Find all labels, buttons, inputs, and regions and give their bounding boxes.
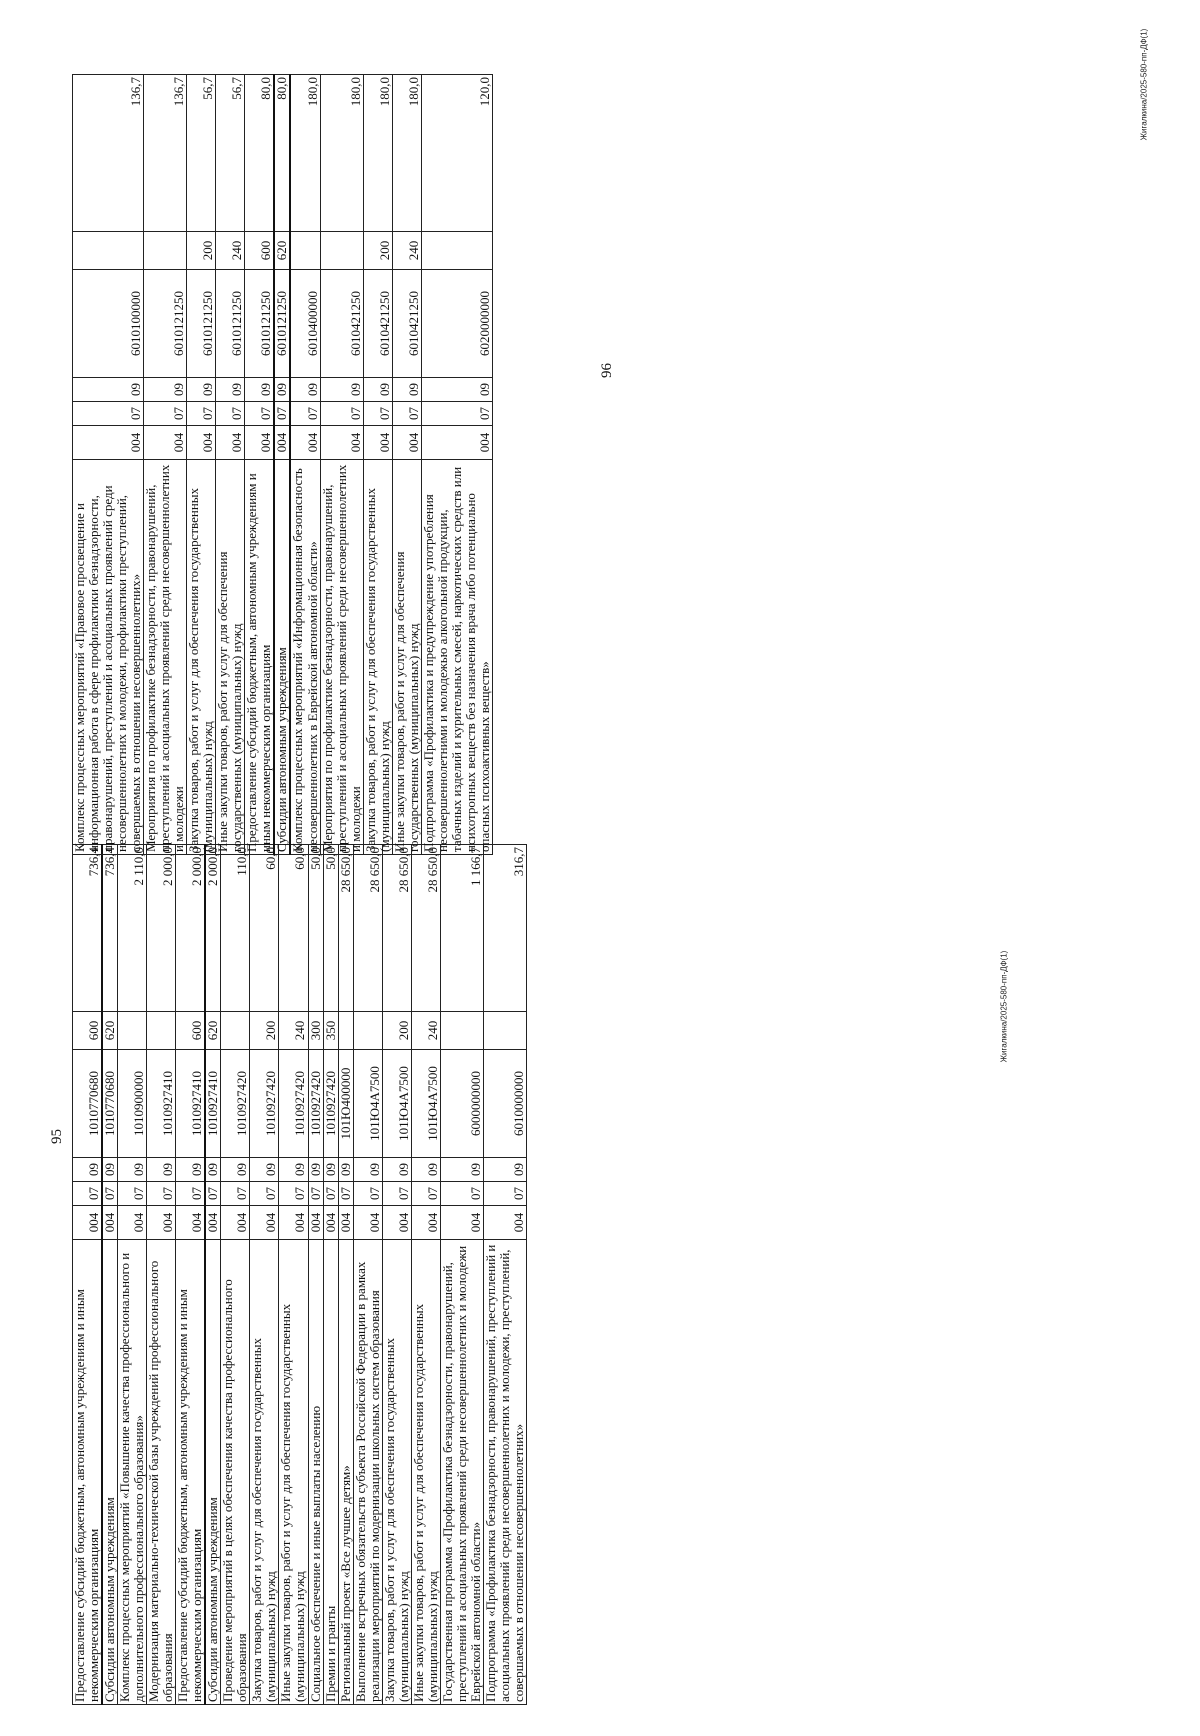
target-article-cell: 101Ю4А7500: [353, 1050, 382, 1158]
expense-type-cell: [144, 232, 187, 270]
table-row: [147, 845, 176, 1705]
amount-cell: 120,0: [421, 75, 492, 232]
ministry-code-cell: 004: [290, 426, 320, 460]
subsection-code-cell: 09: [73, 1158, 103, 1182]
table-row: [440, 845, 483, 1705]
subsection-code-cell: 09: [382, 1158, 411, 1182]
table-row: [353, 845, 382, 1705]
amount-cell: 60,0: [250, 845, 279, 1012]
row-name-cell: Предоставление субсидий бюджетным, автономным учреждениям и иным некоммерческим организациям: [245, 460, 275, 855]
ministry-code-cell: 004: [338, 1206, 353, 1240]
table-row: [176, 845, 206, 1705]
target-article-cell: 6010121250: [187, 270, 216, 378]
subsection-code-cell: 09: [250, 1158, 279, 1182]
table-row: [290, 75, 320, 855]
section-code-cell: 07: [363, 402, 392, 426]
ministry-code-cell: 004: [73, 1206, 103, 1240]
amount-cell: 50,0: [323, 845, 338, 1012]
subsection-code-cell: 09: [216, 378, 245, 402]
subsection-code-cell: 09: [392, 378, 421, 402]
expense-type-cell: 620: [205, 1012, 221, 1050]
amount-cell: 28 650,0: [338, 845, 353, 1012]
section-code-cell: 07: [411, 1182, 440, 1206]
target-article-cell: 1010900000: [118, 1050, 147, 1158]
amount-cell: 136,7: [73, 75, 144, 232]
section-code-cell: 07: [353, 1182, 382, 1206]
expense-type-cell: 350: [323, 1012, 338, 1050]
footer-stamp-96: Жигалкина/2025-580-пп-ДФ(1): [1139, 28, 1149, 141]
section-code-cell: 07: [320, 402, 363, 426]
subsection-code-cell: 09: [102, 1158, 118, 1182]
expense-type-cell: 240: [216, 232, 245, 270]
table-row: [320, 75, 363, 855]
amount-cell: 80,0: [274, 75, 290, 232]
page-number-95: 95: [49, 1129, 65, 1144]
row-name-cell: Иные закупки товаров, работ и услуг для обеспечения государственных (муниципальных) нужд: [392, 460, 421, 855]
section-code-cell: 07: [176, 1182, 206, 1206]
amount-cell: 736,4: [73, 845, 103, 1012]
amount-cell: 80,0: [245, 75, 275, 232]
row-name-cell: Комплекс процессных мероприятий «Информационная безопасность несовершеннолетних в Еврейской автономной области»: [290, 460, 320, 855]
section-code-cell: 07: [392, 402, 421, 426]
target-article-cell: 1010927410: [176, 1050, 206, 1158]
subsection-code-cell: 09: [363, 378, 392, 402]
expense-type-cell: 200: [187, 232, 216, 270]
table-row: [308, 845, 323, 1705]
expense-type-cell: 600: [73, 1012, 103, 1050]
expense-type-cell: [147, 1012, 176, 1050]
target-article-cell: 1010927420: [323, 1050, 338, 1158]
amount-cell: 2 000,0: [147, 845, 176, 1012]
page-96-table-container: [72, 74, 493, 855]
subsection-code-cell: 09: [176, 1158, 206, 1182]
subsection-code-cell: 09: [323, 1158, 338, 1182]
section-code-cell: 07: [323, 1182, 338, 1206]
ministry-code-cell: 004: [118, 1206, 147, 1240]
amount-cell: 50,0: [308, 845, 323, 1012]
section-code-cell: 07: [73, 402, 144, 426]
expense-type-cell: 600: [176, 1012, 206, 1050]
ministry-code-cell: 004: [353, 1206, 382, 1240]
section-code-cell: 07: [147, 1182, 176, 1206]
target-article-cell: 6020000000: [421, 270, 492, 378]
target-article-cell: 1010770680: [102, 1050, 118, 1158]
table-row: [144, 75, 187, 855]
subsection-code-cell: 09: [290, 378, 320, 402]
target-article-cell: 101Ю400000: [338, 1050, 353, 1158]
table-row: [421, 75, 492, 855]
ministry-code-cell: 004: [221, 1206, 250, 1240]
amount-cell: 2 000,0: [205, 845, 221, 1012]
table-row: [245, 75, 275, 855]
row-name-cell: Региональный проект «Все лучшее детям»: [338, 1240, 353, 1705]
table-row: [205, 845, 221, 1705]
row-name-cell: Иные закупки товаров, работ и услуг для обеспечения государственных (муниципальных) нужд: [411, 1240, 440, 1705]
ministry-code-cell: 004: [245, 426, 275, 460]
row-name-cell: Субсидии автономным учреждениям: [205, 1240, 221, 1705]
row-name-cell: Иные закупки товаров, работ и услуг для обеспечения государственных (муниципальных) нужд: [216, 460, 245, 855]
section-code-cell: 07: [205, 1182, 221, 1206]
section-code-cell: 07: [483, 1182, 526, 1206]
table-row: [216, 75, 245, 855]
target-article-cell: 1010927410: [147, 1050, 176, 1158]
table-row: [411, 845, 440, 1705]
row-name-cell: Закупка товаров, работ и услуг для обеспечения государственных (муниципальных) нужд: [250, 1240, 279, 1705]
section-code-cell: 07: [274, 402, 290, 426]
expense-type-cell: 200: [382, 1012, 411, 1050]
target-article-cell: 1010927410: [205, 1050, 221, 1158]
row-name-cell: Предоставление субсидий бюджетным, автономным учреждениям и иным некоммерческим организациям: [176, 1240, 206, 1705]
target-article-cell: 6010100000: [73, 270, 144, 378]
subsection-code-cell: 09: [320, 378, 363, 402]
target-article-cell: 6010400000: [290, 270, 320, 378]
subsection-code-cell: 09: [483, 1158, 526, 1182]
amount-cell: 180,0: [290, 75, 320, 232]
row-name-cell: Закупка товаров, работ и услуг для обеспечения государственных (муниципальных) нужд: [382, 1240, 411, 1705]
expense-type-cell: 240: [392, 232, 421, 270]
footer-stamp-95: Жигалкина/2025-580-пп-ДФ(1): [999, 950, 1009, 1063]
section-code-cell: 07: [308, 1182, 323, 1206]
subsection-code-cell: 09: [245, 378, 275, 402]
target-article-cell: 6010121250: [245, 270, 275, 378]
ministry-code-cell: 004: [320, 426, 363, 460]
section-code-cell: 07: [250, 1182, 279, 1206]
ministry-code-cell: 004: [176, 1206, 206, 1240]
expense-type-cell: [290, 232, 320, 270]
amount-cell: 110,0: [221, 845, 250, 1012]
row-name-cell: Закупка товаров, работ и услуг для обеспечения государственных (муниципальных) нужд: [363, 460, 392, 855]
expense-type-cell: 240: [411, 1012, 440, 1050]
table-row: [73, 845, 103, 1705]
budget-table-95: [72, 844, 527, 1705]
ministry-code-cell: 004: [147, 1206, 176, 1240]
table-row: [323, 845, 338, 1705]
subsection-code-cell: 09: [205, 1158, 221, 1182]
amount-cell: 60,0: [279, 845, 308, 1012]
row-name-cell: Выполнение встречных обязательств субъекта Российской Федерации в рамках реализации мероприятий по модернизации школьных систем образования: [353, 1240, 382, 1705]
subsection-code-cell: 09: [147, 1158, 176, 1182]
target-article-cell: 6010121250: [216, 270, 245, 378]
target-article-cell: 6010000000: [483, 1050, 526, 1158]
section-code-cell: 07: [221, 1182, 250, 1206]
budget-table-96: [72, 74, 493, 855]
expense-type-cell: [421, 232, 492, 270]
page-number-96: 96: [599, 363, 615, 378]
row-name-cell: Мероприятия по профилактике безнадзорности, правонарушений, преступлений и асоциальных проявлений среди несовершеннолетних и молодежи: [144, 460, 187, 855]
section-code-cell: 07: [144, 402, 187, 426]
expense-type-cell: 620: [274, 232, 290, 270]
target-article-cell: 6010421250: [363, 270, 392, 378]
ministry-code-cell: 004: [73, 426, 144, 460]
row-name-cell: Государственная программа «Профилактика безнадзорности, правонарушений, преступлений и асоциальных проявлений среди несовершеннолетних и молодежи Еврейской автономной области»: [440, 1240, 483, 1705]
target-article-cell: 1010927420: [279, 1050, 308, 1158]
expense-type-cell: [440, 1012, 483, 1050]
section-code-cell: 07: [440, 1182, 483, 1206]
target-article-cell: 1010927420: [308, 1050, 323, 1158]
row-name-cell: Иные закупки товаров, работ и услуг для обеспечения государственных (муниципальных) нужд: [279, 1240, 308, 1705]
target-article-cell: 101Ю4А7500: [382, 1050, 411, 1158]
table-row: [392, 75, 421, 855]
section-code-cell: 07: [338, 1182, 353, 1206]
row-name-cell: Комплекс процессных мероприятий «Повышение качества профессионального и дополнительного профессионального образования»: [118, 1240, 147, 1705]
table-row: [221, 845, 250, 1705]
row-name-cell: Комплекс процессных мероприятий «Правовое просвещение и информационная работа в сфере профилактики безнадзорности, правонарушений, преступлений и асоциальных проявлений среди несовершеннолетних и молодежи, профилактики преступлений, совершаемых в отношении несовершеннолетних»: [73, 460, 144, 855]
section-code-cell: 07: [73, 1182, 103, 1206]
row-name-cell: Закупка товаров, работ и услуг для обеспечения государственных (муниципальных) нужд: [187, 460, 216, 855]
target-article-cell: 6010421250: [392, 270, 421, 378]
row-name-cell: Субсидии автономным учреждениям: [102, 1240, 118, 1705]
ministry-code-cell: 004: [392, 426, 421, 460]
expense-type-cell: [118, 1012, 147, 1050]
table-row: [73, 75, 144, 855]
expense-type-cell: 620: [102, 1012, 118, 1050]
expense-type-cell: [320, 232, 363, 270]
amount-cell: 28 650,0: [382, 845, 411, 1012]
amount-cell: 316,7: [483, 845, 526, 1012]
amount-cell: 28 650,0: [411, 845, 440, 1012]
target-article-cell: 6010421250: [320, 270, 363, 378]
subsection-code-cell: 09: [144, 378, 187, 402]
row-name-cell: Социальное обеспечение и иные выплаты населению: [308, 1240, 323, 1705]
expense-type-cell: 200: [363, 232, 392, 270]
amount-cell: 1 166,7: [440, 845, 483, 1012]
row-name-cell: Проведение мероприятий в целях обеспечения качества профессионального образования: [221, 1240, 250, 1705]
section-code-cell: 07: [216, 402, 245, 426]
subsection-code-cell: 09: [338, 1158, 353, 1182]
subsection-code-cell: 09: [221, 1158, 250, 1182]
section-code-cell: 07: [279, 1182, 308, 1206]
amount-cell: 180,0: [363, 75, 392, 232]
table-row: [274, 75, 290, 855]
ministry-code-cell: 004: [308, 1206, 323, 1240]
amount-cell: 2 000,0: [176, 845, 206, 1012]
section-code-cell: 07: [245, 402, 275, 426]
row-name-cell: Предоставление субсидий бюджетным, автономным учреждениям и иным некоммерческим организациям: [73, 1240, 103, 1705]
subsection-code-cell: 09: [274, 378, 290, 402]
target-article-cell: 1010770680: [73, 1050, 103, 1158]
ministry-code-cell: 004: [421, 426, 492, 460]
row-name-cell: Премии и гранты: [323, 1240, 338, 1705]
ministry-code-cell: 004: [216, 426, 245, 460]
ministry-code-cell: 004: [205, 1206, 221, 1240]
subsection-code-cell: 09: [73, 378, 144, 402]
amount-cell: 56,7: [216, 75, 245, 232]
subsection-code-cell: 09: [411, 1158, 440, 1182]
section-code-cell: 07: [421, 402, 492, 426]
expense-type-cell: [353, 1012, 382, 1050]
target-article-cell: 1010927420: [250, 1050, 279, 1158]
page-95-table-container: [72, 844, 527, 1705]
ministry-code-cell: 004: [382, 1206, 411, 1240]
ministry-code-cell: 004: [483, 1206, 526, 1240]
table-row: [338, 845, 353, 1705]
table-row: [363, 75, 392, 855]
row-name-cell: Субсидии автономным учреждениям: [274, 460, 290, 855]
row-name-cell: Подпрограмма «Профилактика безнадзорности, правонарушений, преступлений и асоциальных проявлений среди несовершеннолетних и молодежи, преступлений, совершаемых в отношении несовершеннолетних»: [483, 1240, 526, 1705]
amount-cell: 180,0: [392, 75, 421, 232]
amount-cell: 736,4: [102, 845, 118, 1012]
table-row: [483, 845, 526, 1705]
expense-type-cell: 300: [308, 1012, 323, 1050]
subsection-code-cell: 09: [308, 1158, 323, 1182]
subsection-code-cell: 09: [440, 1158, 483, 1182]
row-name-cell: Подпрограмма «Профилактика и предупреждение употребления несовершеннолетними и молодежью алкогольной продукции, табачных изделий и курительных смесей, наркотических средств или психотропных веществ без назначения врача либо потенциально опасных психоактивных веществ»: [421, 460, 492, 855]
expense-type-cell: 200: [250, 1012, 279, 1050]
amount-cell: 180,0: [320, 75, 363, 232]
amount-cell: 28 650,0: [353, 845, 382, 1012]
ministry-code-cell: 004: [187, 426, 216, 460]
ministry-code-cell: 004: [279, 1206, 308, 1240]
ministry-code-cell: 004: [102, 1206, 118, 1240]
amount-cell: 2 110,0: [118, 845, 147, 1012]
target-article-cell: 6010121250: [274, 270, 290, 378]
table-row: [102, 845, 118, 1705]
expense-type-cell: [483, 1012, 526, 1050]
table-row: [250, 845, 279, 1705]
target-article-cell: 1010927420: [221, 1050, 250, 1158]
target-article-cell: 101Ю4А7500: [411, 1050, 440, 1158]
section-code-cell: 07: [187, 402, 216, 426]
section-code-cell: 07: [102, 1182, 118, 1206]
target-article-cell: 6010121250: [144, 270, 187, 378]
ministry-code-cell: 004: [144, 426, 187, 460]
subsection-code-cell: 09: [279, 1158, 308, 1182]
section-code-cell: 07: [382, 1182, 411, 1206]
subsection-code-cell: 09: [421, 378, 492, 402]
table-row: [118, 845, 147, 1705]
expense-type-cell: 600: [245, 232, 275, 270]
section-code-cell: 07: [118, 1182, 147, 1206]
amount-cell: 56,7: [187, 75, 216, 232]
expense-type-cell: 240: [279, 1012, 308, 1050]
table-row: [187, 75, 216, 855]
row-name-cell: Мероприятия по профилактике безнадзорности, правонарушений, преступлений и асоциальных проявлений среди несовершеннолетних и молодежи: [320, 460, 363, 855]
subsection-code-cell: 09: [353, 1158, 382, 1182]
expense-type-cell: [221, 1012, 250, 1050]
ministry-code-cell: 004: [274, 426, 290, 460]
ministry-code-cell: 004: [323, 1206, 338, 1240]
table-row: [382, 845, 411, 1705]
expense-type-cell: [73, 232, 144, 270]
subsection-code-cell: 09: [187, 378, 216, 402]
ministry-code-cell: 004: [250, 1206, 279, 1240]
ministry-code-cell: 004: [363, 426, 392, 460]
section-code-cell: 07: [290, 402, 320, 426]
amount-cell: 136,7: [144, 75, 187, 232]
ministry-code-cell: 004: [440, 1206, 483, 1240]
ministry-code-cell: 004: [411, 1206, 440, 1240]
subsection-code-cell: 09: [118, 1158, 147, 1182]
target-article-cell: 6000000000: [440, 1050, 483, 1158]
row-name-cell: Модернизация материально-технической базы учреждений профессионального образования: [147, 1240, 176, 1705]
expense-type-cell: [338, 1012, 353, 1050]
table-row: [279, 845, 308, 1705]
